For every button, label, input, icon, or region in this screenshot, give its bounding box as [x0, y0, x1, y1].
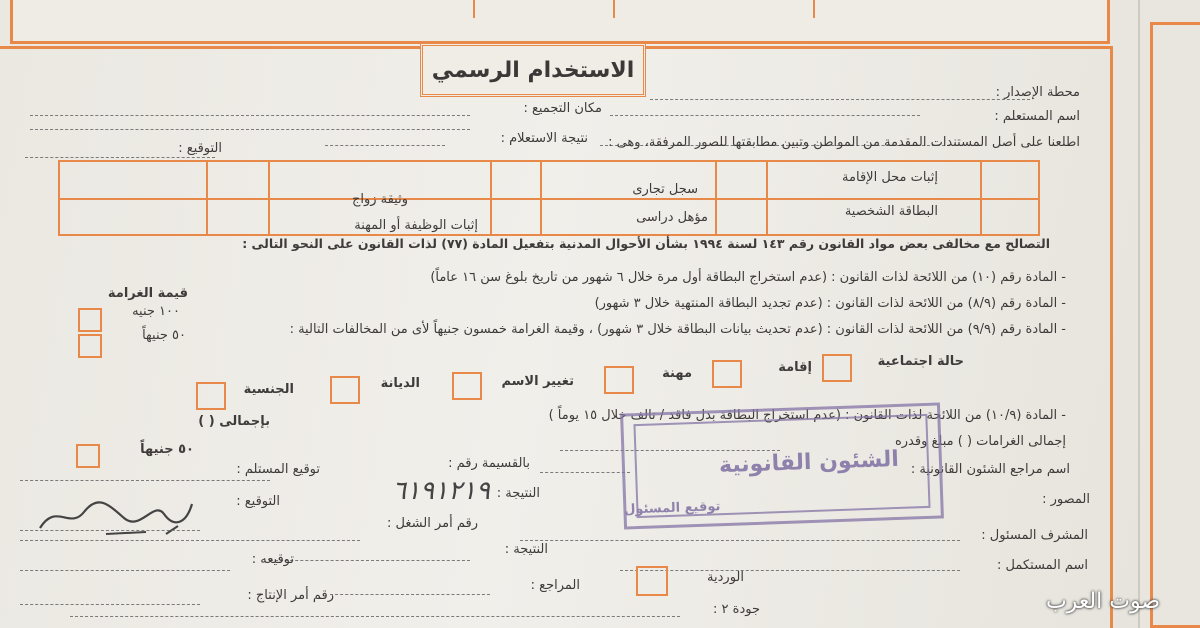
issue-station-line [650, 99, 1030, 100]
item-residence: إقامة [778, 360, 812, 375]
watermark-logo: صوت العرب [1045, 589, 1160, 614]
gathering-place-label: مكان التجميع : [523, 101, 602, 116]
item-social-status: حالة اجتماعية [877, 354, 964, 369]
voucher-number-line [540, 472, 630, 473]
form-title: الاستخدام الرسمي [431, 57, 635, 83]
stamp-line-2: توقيع المسئول [623, 499, 721, 518]
user-name-label: اسم المستعلم : [994, 109, 1080, 124]
result-label-2: النتيجة : [504, 542, 548, 557]
religion-checkbox[interactable] [330, 376, 360, 404]
item-name-change: تغيير الاسم [501, 374, 574, 389]
doc-residence-proof: إثبات محل الإقامة [842, 170, 938, 185]
issue-station-label: محطة الإصدار : [995, 85, 1080, 100]
fine-value-label: قيمة الغرامة [107, 286, 188, 301]
his-signature-label: توقيعه : [251, 552, 294, 567]
fine-50-label: ٥٠ جنيهاً [142, 328, 186, 343]
lost-card-fine-checkbox[interactable] [76, 444, 100, 468]
item-nationality: الجنسية [243, 382, 294, 397]
statement-text: اطلعنا على أصل المستندات المقدمة من المواطن وتبين مطابقتها للصور المرفقة، وهى : [608, 135, 1080, 150]
supervisor-label: المشرف المسئول : [981, 528, 1088, 543]
residence-checkbox[interactable] [712, 360, 742, 388]
quality2-line [70, 616, 680, 617]
nationality-checkbox[interactable] [196, 382, 226, 410]
signature-line [25, 157, 215, 158]
article-8-9-text: - المادة رقم (٨/٩) من اللائحة لذات القانون : (عدم تجديد البطاقة المنتهية خلال ٣ شهور) [594, 296, 1066, 311]
item-profession: مهنة [662, 366, 692, 381]
work-order-label: رقم أمر الشغل : [387, 516, 478, 531]
photographer-label: المصور : [1042, 492, 1090, 507]
signature-label: التوقيع : [178, 141, 222, 156]
completer-name-label: اسم المستكمل : [997, 558, 1088, 573]
article-10-9-text: - المادة (١٠/٩) من اللائحة لذات القانون : (عدم استخراج البطاقة بدل فاقد / تالف خلال ١٥ يوماً ) [548, 408, 1066, 423]
work-order-line [20, 540, 360, 541]
gathering-place-line-2 [610, 115, 920, 116]
completer-name-line [620, 570, 960, 571]
name-change-checkbox[interactable] [452, 372, 482, 400]
documents-table [58, 160, 1040, 236]
doc-academic-qualification: مؤهل دراسى [636, 210, 708, 225]
signature-label-2: التوقيع : [236, 494, 280, 509]
doc-marriage-document: وثيقة زواج [351, 192, 408, 207]
inquiry-result-label: نتيجة الاستعلام : [500, 131, 588, 146]
gathering-place-line [30, 115, 470, 116]
doc-id-card: البطاقة الشخصية [844, 204, 938, 219]
total-label: بإجمالى ( ) [198, 414, 270, 429]
doc-commercial-register: سجل تجارى [632, 182, 698, 197]
shift-label: الوردية [707, 570, 744, 585]
previous-section-frame [10, 0, 1110, 44]
violations-intro: التصالح مع مخالفى بعض مواد القانون رقم ١٤٣ لسنة ١٩٩٤ بشأن الأحوال المدنية بتفعيل المادة (٧٧) لذات القانون على النحو التالى : [242, 236, 1050, 251]
fine-50-label-2: ٥٠ جنيهاً [140, 442, 194, 457]
inquiry-result-line-2 [325, 145, 445, 146]
facing-page [1138, 0, 1200, 628]
legal-reviewer-label: اسم مراجع الشئون القانونية : [910, 462, 1070, 477]
receiver-signature-label: توقيع المستلم : [236, 462, 320, 477]
signature-line-2 [20, 530, 200, 531]
reviewer-label: المراجع : [530, 578, 580, 593]
profession-checkbox[interactable] [604, 366, 634, 394]
receiver-signature-line [20, 480, 270, 481]
quality2-label: جودة ٢ : [713, 602, 760, 617]
doc-job-proof: إثبات الوظيفة أو المهنة [354, 218, 478, 233]
total-fines-label: إجمالى الغرامات ( ) مبلغ وقدره [894, 434, 1066, 449]
social-status-checkbox[interactable] [822, 354, 852, 382]
shift-checkbox[interactable] [636, 566, 668, 596]
article-9-9-text: - المادة رقم (٩/٩) من اللائحة لذات القانون : (عدم تحديث بيانات البطاقة خلال ٣ شهور) ، وقيمة الغرامة خمسون جنيهاً لأى من المخالفات التالية : [289, 322, 1066, 337]
his-signature-line [20, 570, 230, 571]
voucher-number-label: بالقسيمة رقم : [448, 456, 530, 471]
reviewer-line [330, 594, 490, 595]
fine-50-checkbox[interactable] [78, 334, 102, 358]
fine-100-checkbox[interactable] [78, 308, 102, 332]
supervisor-line [520, 540, 960, 541]
user-name-line [30, 129, 470, 130]
production-order-line [20, 604, 200, 605]
form-title-box [420, 43, 646, 97]
item-religion: الديانة [380, 376, 420, 391]
fine-100-label: ١٠٠ جنيه [132, 304, 180, 319]
result-label: النتيجة : [496, 486, 540, 501]
article-10-text: - المادة رقم (١٠) من اللائحة لذات القانون : (عدم استخراج البطاقة أول مرة خلال ٦ شهور من تاريخ بلوغ سن ١٦ عاماً) [430, 270, 1066, 285]
legal-affairs-stamp [620, 402, 944, 529]
handwritten-signature [36, 490, 196, 540]
result-line-2 [270, 560, 470, 561]
handwritten-date: ٦١٩١٢١٩ [392, 476, 490, 506]
production-order-label: رقم أمر الإنتاج : [247, 588, 334, 603]
stamp-line-1: الشئون القانونية [718, 446, 900, 479]
